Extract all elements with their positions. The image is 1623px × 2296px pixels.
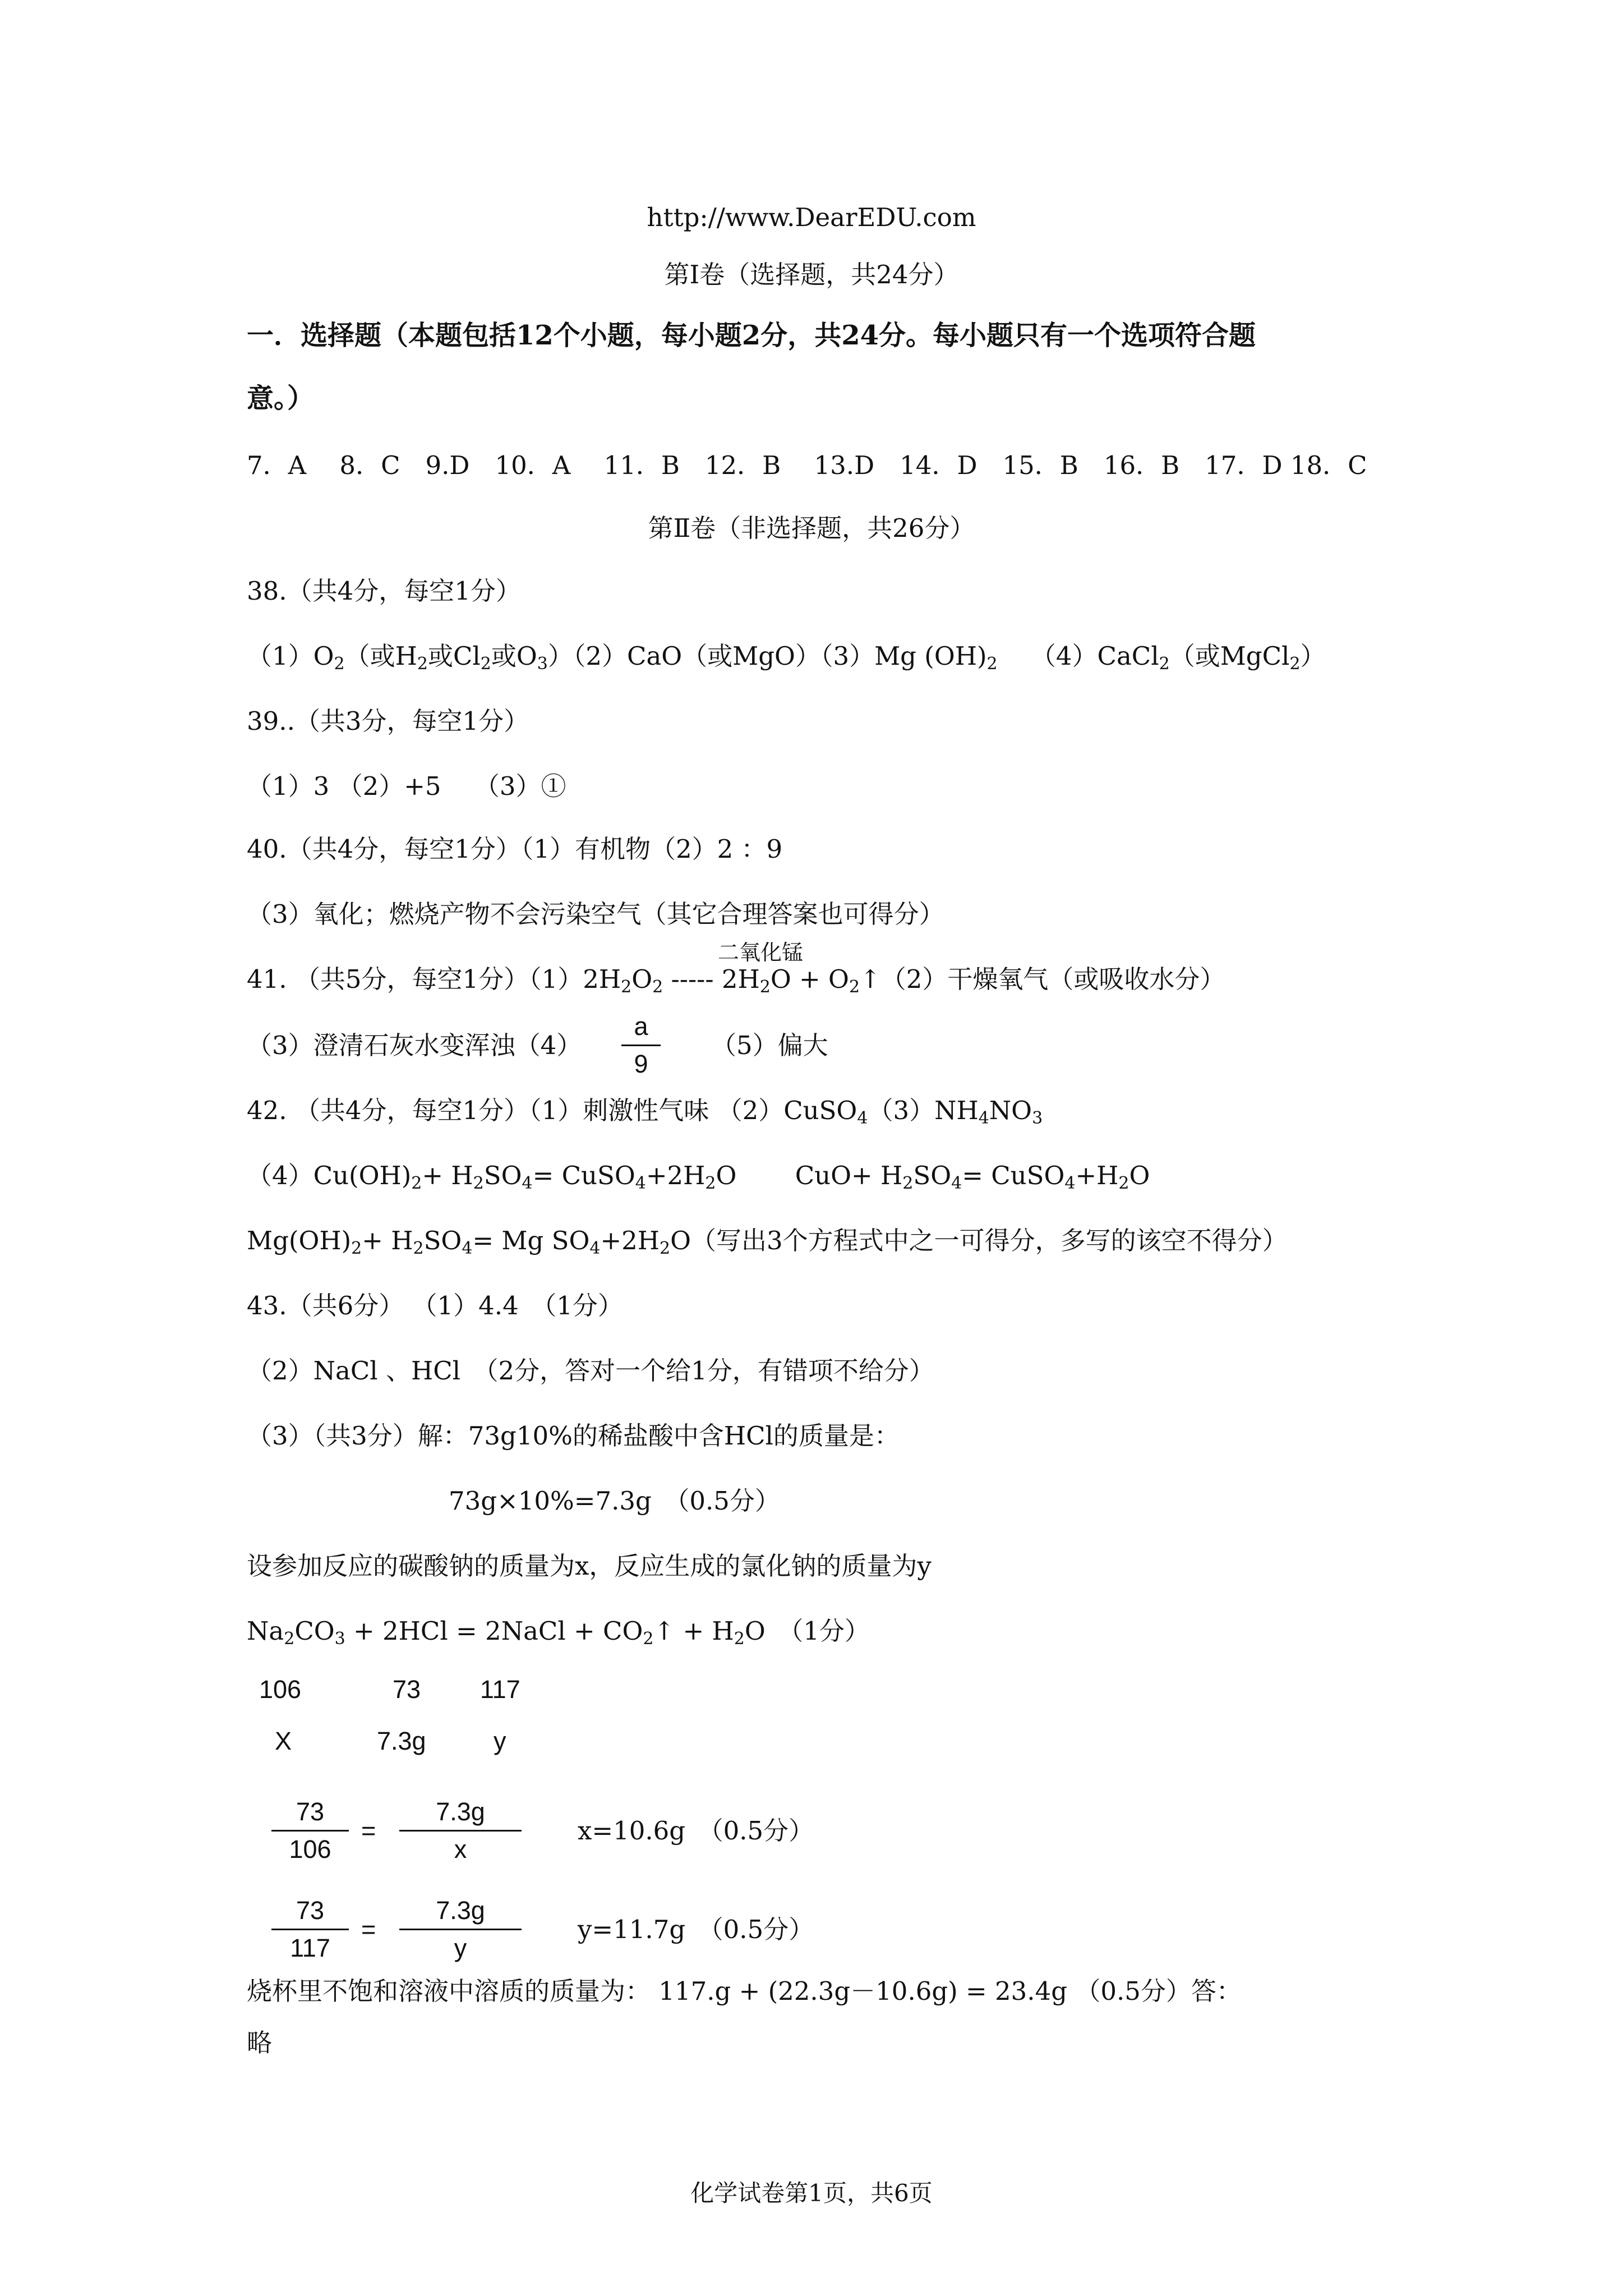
fraction-denominator: 106 [289, 1835, 331, 1864]
q39-answers: （1）3 （2）+5 （3）① [247, 771, 566, 801]
fraction-numerator: 73 [296, 1797, 325, 1826]
result-x: x=10.6g （0.5分） [578, 1816, 814, 1846]
fraction-numerator: 73 [296, 1896, 325, 1925]
fraction-bar [271, 1830, 349, 1832]
equals-sign: = [361, 1915, 376, 1944]
fraction-7.3g-over-y [399, 1894, 522, 1965]
q43-equation: $Na_2CO_3 + 2HCl$ = 2NaCl + $CO_2↑ + H_2O$ （1分） [247, 1616, 870, 1649]
molar-mass-hcl: 73 [393, 1675, 421, 1704]
q43-answer2: （2）NaCl 、HCl （2分，答对一个给1分，有错项不给分） [247, 1356, 934, 1386]
var-hcl-mass: 7.3g [377, 1727, 426, 1755]
fraction-denominator: 9 [634, 1050, 648, 1078]
fraction-denominator: y [454, 1934, 467, 1962]
fraction-a-over-9 [621, 1010, 661, 1081]
var-y: y [494, 1727, 506, 1755]
q39-head: 39..（共3分，每空1分） [247, 706, 529, 736]
choice-answers: 7．A 8．C 9.D 10．A 11．B 12．B 13.D 14．D 15．B 16．B 17．D 18．C [247, 450, 1367, 480]
q41-line2b: （5）偏大 [711, 1030, 828, 1060]
q42-line2: $(4)Cu(OH)_2+ H_2SO_4=$ $CuSO_4+2H_2O$ $CuO+ H_2SO_4=$ $CuSO_4+H_2O$ [247, 1161, 1150, 1193]
fraction-bar [399, 1830, 522, 1832]
section1-title-cont: 意。） [247, 383, 315, 414]
q43-calc: 73g×10%=7.3g （0.5分） [449, 1486, 780, 1516]
var-x: X [275, 1727, 292, 1755]
part1-title: 第Ⅰ卷（选择题，共24分） [664, 260, 959, 289]
fraction-denominator: x [454, 1835, 467, 1864]
q40-head: 40.（共4分，每空1分）（1）有机物（2）2 ：9 [247, 834, 783, 864]
catalyst-label: 二氧化锰 [718, 940, 804, 965]
fraction-73-over-117 [271, 1894, 349, 1965]
result-y: y=11.7g （0.5分） [578, 1915, 814, 1944]
page-footer: 化学试卷第1页，共6页 [690, 2179, 933, 2207]
q41-line1: 41. （共5分，每空1分）$(1)2H_2O_2$ ----- $2H_2O$ + $O_2↑(2)$干燥氧气（或吸收水分） [247, 964, 1225, 997]
q42-line1: 42. （共4分，每空1分）（1）刺激性气味 $(2)CuSO_4(3)NH_4NO_3$ [247, 1096, 1043, 1128]
fraction-7.3g-over-x [399, 1795, 522, 1866]
molar-mass-nacl: 117 [480, 1675, 520, 1704]
header-url: http://www.DearEDU.com [647, 203, 976, 232]
fraction-bar [621, 1045, 661, 1046]
q43-answer3: （3）（共3分）解：73g10%的稀盐酸中含HCl的质量是： [247, 1421, 900, 1451]
fraction-bar [271, 1929, 349, 1930]
section1-title: 一．选择题（本题包括12个小题，每小题2分，共24分。每小题只有一个选项符合题 [247, 320, 1256, 351]
fraction-numerator: 7.3g [436, 1797, 485, 1826]
q43-let: 设参加反应的碳酸钠的质量为x，反应生成的氯化钠的质量为y [247, 1551, 932, 1581]
fraction-numerator: a [634, 1012, 648, 1041]
q40-line2: （3）氧化；燃烧产物不会污染空气（其它合理答案也可得分） [247, 899, 944, 929]
fraction-numerator: 7.3g [436, 1896, 485, 1925]
part2-title: 第Ⅱ卷（非选择题，共26分） [648, 513, 975, 543]
q43-head: 43.（共6分） （1）4.4 （1分） [247, 1291, 623, 1320]
q43-final: 烧杯里不饱和溶液中溶质的质量为： 117.g + (22.3g－10.6g) = 23.4g （0.5分）答： [247, 1976, 1242, 2006]
fraction-denominator: 117 [290, 1934, 330, 1962]
molar-mass-na2co3: 106 [259, 1675, 302, 1704]
q42-line3: $Mg(OH)_2+ H_2SO_4= Mg$ $SO_4+2H_2O$（写出3个方程式中之一可得分，多写的该空不得分） [247, 1226, 1288, 1258]
q43-final-cont: 略 [247, 2028, 273, 2058]
fraction-73-over-106 [271, 1795, 349, 1866]
q38-head: 38.（共4分，每空1分） [247, 576, 521, 606]
q41-line2a: （3）澄清石灰水变浑浊（4） [247, 1030, 582, 1060]
fraction-bar [399, 1929, 522, 1930]
q38-answers: $(1)O_2$（或$H_2$或$Cl_2$或$O_3)(2)CaO$（或MgO）（3）Mg $(OH)_2$ （4）CaCl$_2$（或MgCl$_2$） [247, 641, 1326, 674]
equals-sign: = [361, 1816, 376, 1845]
